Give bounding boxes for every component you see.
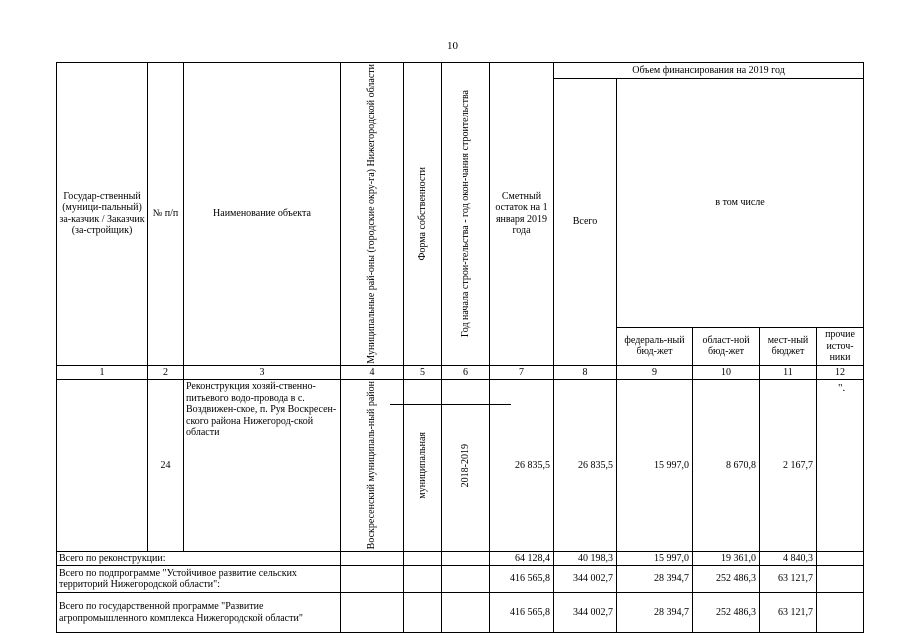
header-funding-group: Объем финансирования на 2019 год <box>554 63 864 79</box>
cell-years <box>442 380 490 551</box>
empty-cell <box>341 566 404 593</box>
col-num: 11 <box>760 365 817 380</box>
header-local: мест-ный бюджет <box>760 328 817 366</box>
total-regional: 19 361,0 <box>693 551 760 566</box>
total-label: Всего по реконструкции: <box>57 551 341 566</box>
col-num: 5 <box>404 365 442 380</box>
total-regional: 252 486,3 <box>693 593 760 633</box>
empty-cell <box>404 566 442 593</box>
header-num: № п/п <box>148 63 184 366</box>
total-balance: 64 128,4 <box>490 551 554 566</box>
cell-ownership-text: муниципальная <box>416 432 428 499</box>
total-other <box>817 551 864 566</box>
header-ownership-text: Форма собственности <box>416 167 428 261</box>
total-total: 40 198,3 <box>554 551 617 566</box>
cell-local: 2 167,7 <box>760 380 817 551</box>
header-row-1 <box>57 63 864 79</box>
cell-ownership <box>404 380 442 551</box>
header-federal: федераль-ный бюд-жет <box>617 328 693 366</box>
header-municipal <box>341 63 404 366</box>
cell-customer <box>57 380 148 551</box>
total-local: 4 840,3 <box>760 551 817 566</box>
total-total: 344 002,7 <box>554 566 617 593</box>
col-num: 3 <box>184 365 341 380</box>
header-balance: Сметный остаток на 1 января 2019 года <box>490 63 554 366</box>
total-federal: 28 394,7 <box>617 593 693 633</box>
total-other <box>817 593 864 633</box>
header-total: Всего <box>554 79 617 366</box>
header-years <box>442 63 490 366</box>
header-other: прочие источ-ники <box>817 328 864 366</box>
separator-line <box>390 404 511 405</box>
empty-cell <box>341 551 404 566</box>
col-num: 1 <box>57 365 148 380</box>
table-row <box>57 380 864 551</box>
col-num: 2 <box>148 365 184 380</box>
total-total: 344 002,7 <box>554 593 617 633</box>
total-row-reconstruction <box>57 551 864 566</box>
col-num: 12 <box>817 365 864 380</box>
cell-years-text: 2018-2019 <box>459 443 471 488</box>
cell-federal: 15 997,0 <box>617 380 693 551</box>
cell-num: 24 <box>148 380 184 551</box>
total-balance: 416 565,8 <box>490 593 554 633</box>
total-balance: 416 565,8 <box>490 566 554 593</box>
empty-cell <box>442 551 490 566</box>
total-local: 63 121,7 <box>760 593 817 633</box>
col-num: 8 <box>554 365 617 380</box>
cell-other <box>817 380 864 551</box>
cell-object-name: Реконструкция хозяй-ственно-питьевого водо-провода в с. Воздвижен-ское, п. Руя Воскресен-ского района Нижегород-ской области <box>184 380 341 551</box>
total-row-subprogram <box>57 566 864 593</box>
header-municipal-text: Муниципальные рай-оны (городские окру-га) Нижегородской области <box>366 64 378 364</box>
cell-municipal <box>341 380 404 551</box>
col-num: 7 <box>490 365 554 380</box>
column-number-row <box>57 365 864 380</box>
col-num: 6 <box>442 365 490 380</box>
header-including: в том числе <box>617 79 864 328</box>
col-num: 4 <box>341 365 404 380</box>
col-num: 9 <box>617 365 693 380</box>
header-ownership <box>404 63 442 366</box>
total-row-program <box>57 593 864 633</box>
closing-quote-mark: ". <box>838 382 846 394</box>
empty-cell <box>404 593 442 633</box>
total-local: 63 121,7 <box>760 566 817 593</box>
empty-cell <box>442 566 490 593</box>
total-other <box>817 566 864 593</box>
total-federal: 15 997,0 <box>617 551 693 566</box>
total-label: Всего по подпрограмме "Устойчивое развитие сельских территорий Нижегородской области": <box>57 566 341 593</box>
header-customer: Государ-ственный (муници-пальный) за-казчик / Заказчик (за-стройщик) <box>57 63 148 366</box>
total-label: Всего по государственной программе "Развитие агропромышленного комплекса Нижегородской области" <box>57 593 341 633</box>
col-num: 10 <box>693 365 760 380</box>
cell-municipal-text: Воскресенский муниципаль-ный район <box>366 381 378 550</box>
header-years-text: Год начала строи-тельства - год окон-чания строительства <box>459 90 471 338</box>
header-object-name: Наименование объекта <box>184 63 341 366</box>
empty-cell <box>442 593 490 633</box>
cell-balance: 26 835,5 <box>490 380 554 551</box>
empty-cell <box>341 593 404 633</box>
header-regional: област-ной бюд-жет <box>693 328 760 366</box>
total-regional: 252 486,3 <box>693 566 760 593</box>
total-federal: 28 394,7 <box>617 566 693 593</box>
financing-table <box>56 62 864 633</box>
page-number: 10 <box>447 40 458 52</box>
cell-regional: 8 670,8 <box>693 380 760 551</box>
empty-cell <box>404 551 442 566</box>
cell-total: 26 835,5 <box>554 380 617 551</box>
